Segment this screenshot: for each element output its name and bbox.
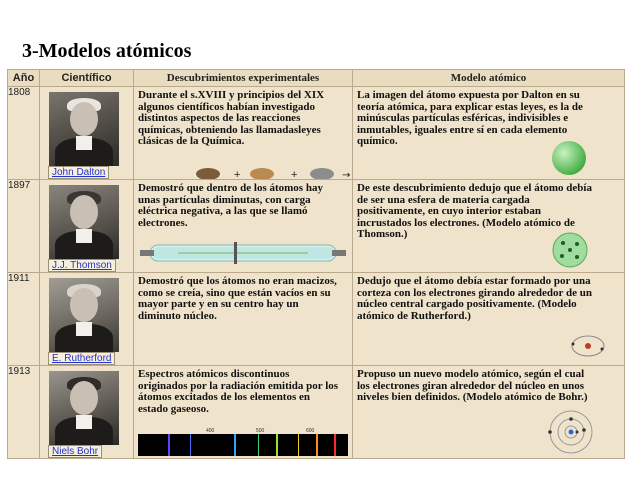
- discovery-cell: [134, 366, 353, 459]
- table-row: [8, 366, 625, 459]
- model-text: La imagen del átomo expuesta por Dalton en su teoría atómica, para explicar estas leyes, es la de minúsculas partículas esféricas, indivisibles e inmutables, iguales entre sí en cada elemento químico.: [357, 89, 583, 147]
- atomic-models-table: [7, 69, 625, 459]
- scientist-link-rutherford[interactable]: E. Rutherford: [48, 352, 115, 365]
- spectrum-tick-500: 500: [256, 428, 265, 434]
- model-cell: [353, 273, 625, 366]
- table-row: [8, 87, 625, 180]
- row-year: 1808: [8, 87, 40, 180]
- dalton-sphere-icon: [549, 139, 589, 177]
- plum-pudding-atom-icon: [551, 231, 589, 269]
- product-pile: [310, 168, 334, 180]
- emission-spectrum-icon: [138, 426, 348, 456]
- reaction-figure: [194, 166, 353, 180]
- spectrum-tick-400: 400: [206, 428, 215, 434]
- plus-sign-1: +: [234, 169, 241, 180]
- discovery-text: Durante el s.XVIII y principios del XIX algunos científicos habían investigado distintos aspectos de las reacciones químicas, obteniendo las llamadasleyes clásicas de la Química.: [138, 89, 325, 147]
- discovery-cell: [134, 273, 353, 366]
- bohr-portrait: [49, 371, 119, 445]
- header-model: Modelo atómico: [353, 70, 625, 87]
- table-row: [8, 273, 625, 366]
- page-title: 3-Modelos atómicos: [22, 40, 192, 62]
- header-year: Año: [8, 70, 40, 87]
- scientist-cell: [40, 273, 134, 366]
- bohr-atom-icon: [543, 408, 599, 456]
- model-cell: [353, 180, 625, 273]
- discovery-cell: [134, 180, 353, 273]
- scientist-link-bohr[interactable]: Niels Bohr: [48, 445, 102, 458]
- model-cell: [353, 366, 625, 459]
- header-discoveries: Descubrimientos experimentales: [134, 70, 353, 87]
- dalton-portrait: [49, 92, 119, 166]
- header-scientist: Científico: [40, 70, 134, 87]
- row-year: 1897: [8, 180, 40, 273]
- row-year: 1913: [8, 366, 40, 459]
- rutherford-atom-icon: [569, 333, 607, 359]
- table-row: [8, 180, 625, 273]
- arrow-icon: →: [342, 170, 351, 180]
- model-text: Propuso un nuevo modelo atómico, según el cual los electrones giran alrededor del núcleo en unos niveles bien definidos. (Modelo atómico de Bohr.): [357, 368, 588, 403]
- model-text: Dedujo que el átomo debía estar formado por una corteza con los electrones girando alrededor de un núcleo central cargado positivamente. (Modelo atómico de Rutherford.): [357, 275, 592, 322]
- discovery-text: Demostró que dentro de los átomos hay unas partículas diminutas, con carga eléctrica negativa, a las que se llamó electrones.: [138, 182, 323, 229]
- spectrum-tick-600: 600: [306, 428, 315, 434]
- cathode-ray-tube-icon: [138, 238, 348, 268]
- plus-sign-2: +: [291, 169, 298, 180]
- discovery-text: Demostró que los átomos no eran macizos, como se creía, sino que están vacíos en su mayor parte y en su centro hay un diminuto núcleo.: [138, 275, 337, 322]
- discovery-text: Espectros atómicos discontinuos originados por la radiación emitida por los átomos excitados de los elementos en estado gaseoso.: [138, 368, 339, 415]
- reactant-pile-2: [250, 168, 274, 180]
- scientist-link-thomson[interactable]: J.J. Thomson: [48, 259, 116, 272]
- thomson-portrait: [49, 185, 119, 259]
- model-text: De este descubrimiento dedujo que el átomo debía de ser una esfera de materia cargada positivamente, en cuyo interior estaban incrustados los electrones. (Modelo atómico de Thomson.): [357, 182, 592, 240]
- model-cell: [353, 87, 625, 180]
- table-header-row: [8, 70, 625, 87]
- discovery-cell: [134, 87, 353, 180]
- scientist-cell: [40, 366, 134, 459]
- row-year: 1911: [8, 273, 40, 366]
- rutherford-portrait: [49, 278, 119, 352]
- scientist-link-dalton[interactable]: John Dalton: [48, 166, 109, 179]
- reactant-pile-1: [196, 168, 220, 180]
- scientist-cell: [40, 180, 134, 273]
- scientist-cell: [40, 87, 134, 180]
